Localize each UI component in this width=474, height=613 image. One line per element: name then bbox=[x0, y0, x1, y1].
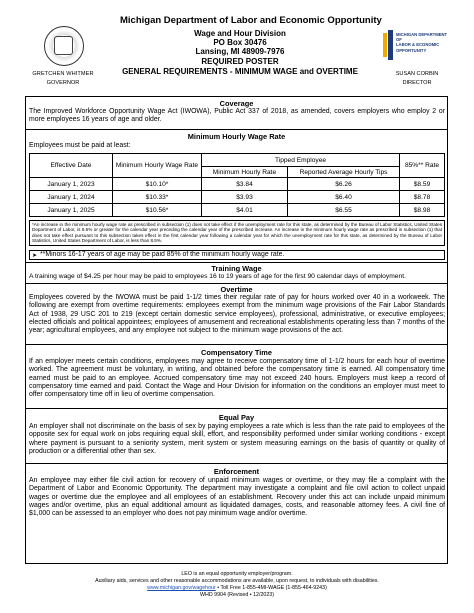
governor-title: GOVERNOR bbox=[46, 80, 80, 86]
poster-title: GENERAL REQUIREMENTS - MINIMUM WAGE and OVERTIME bbox=[122, 67, 358, 76]
logo-text-line-1: MICHIGAN DEPARTMENT OF bbox=[396, 32, 448, 43]
header-tipped-employee: Tipped Employee bbox=[202, 154, 400, 167]
divider bbox=[26, 129, 447, 130]
seal-shield-icon bbox=[54, 36, 73, 55]
minimum-wage-intro: Employees must be paid at least: bbox=[29, 142, 131, 149]
table-row bbox=[30, 191, 445, 204]
cell-tipped-minimum: $4.01 bbox=[202, 204, 288, 217]
logo-text-line-3: OPPORTUNITY bbox=[396, 47, 427, 53]
cell-date: January 1, 2024 bbox=[30, 191, 113, 204]
poster-body bbox=[25, 96, 448, 564]
enforcement-text: An employee may either file civil action for recovery of unpaid minimum wages or overtime, or they may file a complaint with the Department of Labor and Economic Opportunity. The department may investigate a complaint and file civil action to collect unpaid wages or overtime due the employee and all employees of an establishment. Recovery under this act can include unpaid minimum wages and/or overtime, plus an equal additional amount as liquidated damages, costs, and reasonable attorney fees. A civil fine of $1,000 can be assessed to an employer who does not pay minimum wage and/or overtime. bbox=[29, 477, 445, 518]
footer-accommodations: Auxiliary aids, services and other reasonable accommodations are available, upon request, to individuals with disabilities. bbox=[95, 578, 379, 584]
divider bbox=[26, 408, 447, 409]
department-name: Michigan Department of Labor and Economic Opportunity bbox=[120, 15, 382, 26]
equal-pay-title: Equal Pay bbox=[218, 413, 255, 422]
footer-contact bbox=[0, 585, 474, 591]
cell-85-rate: $8.78 bbox=[400, 191, 445, 204]
michigan-state-seal-icon bbox=[44, 26, 84, 66]
header-minimum-rate: Minimum Hourly Wage Rate bbox=[113, 154, 202, 178]
footer-toll-free: • Toll Free 1-855-4MI-WAGE (1-855-464-9243) bbox=[215, 585, 327, 591]
cell-tipped-average: $6.55 bbox=[288, 204, 400, 217]
division-name: Wage and Hour Division bbox=[194, 29, 286, 38]
cell-tipped-minimum: $3.84 bbox=[202, 178, 288, 191]
po-box: PO Box 30476 bbox=[213, 38, 267, 47]
overtime-text: Employees covered by the IWOWA must be paid 1-1/2 times their regular rate of pay for hours worked over 40 in a workweek. The following are exempt from overtime requirements: employees exempt from the minimum wage provisions of the Fair Labor Standards Act of 1938, 29 USC 201 to 219 (except certain domestic service employees), professional, administrative, or executive employees; elected officials and political appointees; employees of amusement and recreational establishments operating less than 7 months of the year; agricultural employees, and any employee not subject to the minimum wage provisions of the act. bbox=[29, 294, 445, 335]
leo-logo-text bbox=[396, 32, 454, 53]
minors-note bbox=[29, 250, 445, 260]
compensatory-time-text: If an employer meets certain conditions, employees may agree to receive compensatory time of 1-1/2 hours for each hour of overtime worked. The agreement must be voluntary, in writing, and obtained before the compensatory time is earned. All compensatory time earned must be paid to an employee. Accrued compensatory time may not exceed 240 hours. Employers must keep a record of compensatory time earned and paid. Contact the Wage and Hour Division for information on the conditions an employer must meet to offer compensatory time off in lieu of overtime compensation. bbox=[29, 358, 445, 399]
divider bbox=[26, 262, 447, 263]
divider bbox=[26, 283, 447, 284]
cell-tipped-average: $6.26 bbox=[288, 178, 400, 191]
cell-tipped-average: $6.40 bbox=[288, 191, 400, 204]
cell-85-rate: $8.59 bbox=[400, 178, 445, 191]
increase-footnote: *An increase in the minimum hourly wage rate as prescribed in subsection (1) does not take effect if the unemployment rate for this state, as determined by the Bureau of Labor Statistics, United States Department of Labor, is 8.5% or greater for the calendar year preceding the calendar year of the prescribed increase. An increase in the minimum hourly wage rate as prescribed in subsection (1) that does not take effect pursuant to this subsection takes effect in the first calendar year following a calendar year for which the unemployment rate for this state, as determined by the Bureau of Labor Statistics, United States Department of Labor, is less than 8.5%. bbox=[29, 220, 445, 246]
table-row bbox=[30, 178, 445, 191]
director-title: DIRECTOR bbox=[402, 80, 432, 86]
governor-name: GRETCHEN WHITMER bbox=[32, 71, 94, 77]
training-wage-text: A training wage of $4.25 per hour may be paid to employees 16 to 19 years of age for the first 90 calendar days of employment. bbox=[29, 273, 406, 280]
leo-logo bbox=[382, 30, 454, 62]
coverage-title: Coverage bbox=[219, 99, 254, 108]
cell-minimum: $10.10* bbox=[113, 178, 202, 191]
header-tipped-average: Reported Average Hourly Tips bbox=[288, 167, 400, 178]
required-poster-label: REQUIRED POSTER bbox=[201, 57, 279, 66]
header-tipped-minimum: Minimum Hourly Rate bbox=[202, 167, 288, 178]
enforcement-title: Enforcement bbox=[213, 467, 260, 476]
equal-pay-text: An employer shall not discriminate on the basis of sex by paying employees a rate which is less than the rate paid to employees of the opposite sex for equal work on jobs requiring equal skill, effort, and responsibility performed under similar working conditions - except where payment is pursuant to a seniority system, merit system or system measuring earnings on the basis of quantity or quality of production or a differential other than sex. bbox=[29, 423, 445, 455]
overtime-title: Overtime bbox=[220, 285, 253, 294]
coverage-text: The Improved Workforce Opportunity Wage Act (IWOWA), Public Act 337 of 2018, as amended, covers employers who employ 2 or more employees 16 years of age and older. bbox=[29, 108, 445, 124]
table-row bbox=[30, 204, 445, 217]
poster-header bbox=[0, 0, 474, 96]
footer-equal-opportunity: LEO is an equal opportunity employer/program. bbox=[181, 571, 293, 577]
director-name: SUSAN CORBIN bbox=[395, 71, 439, 77]
cell-tipped-minimum: $3.93 bbox=[202, 191, 288, 204]
header-85-rate: 85%** Rate bbox=[400, 154, 445, 178]
training-wage-title: Training Wage bbox=[211, 264, 262, 273]
divider bbox=[26, 463, 447, 464]
compensatory-time-title: Compensatory Time bbox=[201, 348, 272, 357]
header-effective-date: Effective Date bbox=[30, 154, 113, 178]
city-address: Lansing, MI 48909-7976 bbox=[195, 47, 285, 56]
footer-form-number: WHD 9904 (Revised • 12/2023) bbox=[200, 592, 274, 598]
arrow-bullet-icon: ➤ bbox=[32, 253, 38, 259]
divider bbox=[26, 344, 447, 345]
minors-note-text: **Minors 16-17 years of age may be paid 85% of the minimum hourly wage rate. bbox=[40, 251, 285, 258]
cell-date: January 1, 2025 bbox=[30, 204, 113, 217]
leo-logo-mark-icon bbox=[382, 30, 394, 60]
cell-minimum: $10.33* bbox=[113, 191, 202, 204]
logo-text-line-2: LABOR & ECONOMIC bbox=[396, 42, 440, 48]
wagehour-website-link[interactable]: www.michigan.gov/wagehour bbox=[147, 585, 216, 591]
minimum-wage-title: Minimum Hourly Wage Rate bbox=[187, 132, 286, 141]
cell-minimum: $10.56* bbox=[113, 204, 202, 217]
cell-date: January 1, 2023 bbox=[30, 178, 113, 191]
cell-85-rate: $8.98 bbox=[400, 204, 445, 217]
wage-table bbox=[29, 153, 445, 217]
